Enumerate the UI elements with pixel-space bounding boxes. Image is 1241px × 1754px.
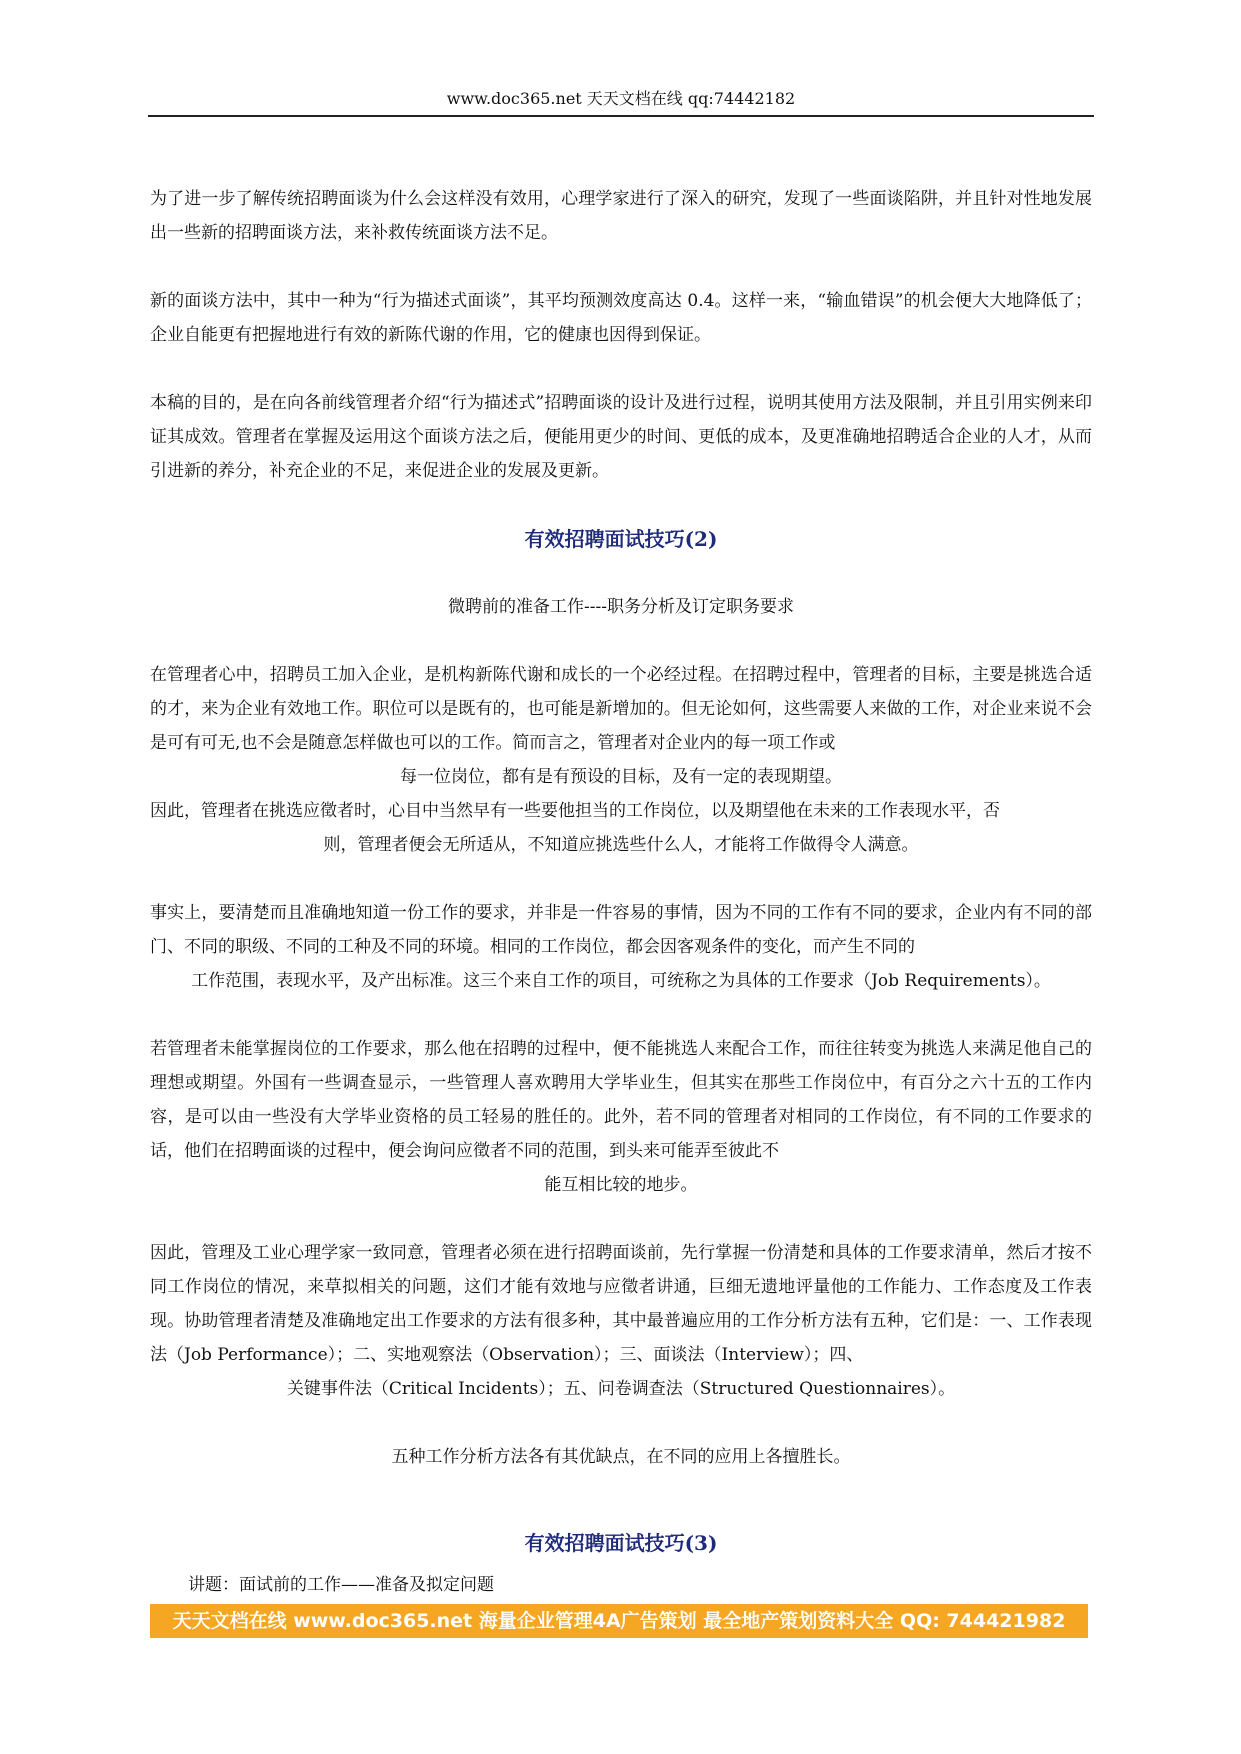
paragraph-expectation-end: 则，管理者便会无所适从，不知道应挑选些什么人，才能将工作做得令人满意。 <box>323 835 919 855</box>
paragraph-new-method: 新的面谈方法中，其中一种为“行为描述式面谈”，其平均预测效度高达 0.4。这样一来，“输血错误”的机会便大大地降低了；企业自能更有把握地进行有效的新陈代谢的作用，它的健康也因得到保证。 <box>150 291 1092 345</box>
section-subtitle-2: 微聘前的准备工作----职务分析及订定职务要求 <box>448 597 794 617</box>
paragraph-analysis-methods: 因此，管理及工业心理学家一致同意，管理者必须在进行招聘面谈前，先行掌握一份清楚和具体的工作要求清单，然后才按不同工作岗位的情况，来草拟相关的问题，这们才能有效地与应徵者讲通，巨细无遗地评量他的工作能力、工作态度及工作表现。协助管理者清楚及准确地定出工作要求的方法有很多种，其中最普遍应用的工作分析方法有五种，它们是：一、工作表现法（Job Performance）；二、实地观察法（Observation）；三、面谈法（Interview）；四、 <box>150 1243 1092 1365</box>
document-body <box>150 182 1092 1602</box>
paragraph-purpose: 本稿的目的，是在向各前线管理者介绍“行为描述式”招聘面谈的设计及进行过程，说明其使用方法及限制，并且引用实例来印证其成效。管理者在掌握及运用这个面谈方法之后，便能用更少的时间、更低的成本，及更准确地招聘适合企业的人才，从而引进新的养分，补充企业的不足，来促进企业的发展及更新。 <box>150 393 1092 481</box>
paragraph-expectation: 因此，管理者在挑选应徵者时，心目中当然早有一些要他担当的工作岗位，以及期望他在未来的工作表现水平，否 <box>150 801 1000 821</box>
paragraph-job-requirements-end: 工作范围，表现水平，及产出标准。这三个来自工作的项目，可统称之为具体的工作要求（Job Requirements）。 <box>191 971 1051 991</box>
page-header: www.doc365.net 天天文档在线 qq:74442182 <box>446 89 796 108</box>
header-rule <box>148 115 1094 117</box>
paragraph-job-requirements: 事实上，要清楚而且准确地知道一份工作的要求，并非是一件容易的事情，因为不同的工作有不同的要求，企业内有不同的部门、不同的职级、不同的工种及不同的环境。相同的工作岗位，都会因客观条件的变化，而产生不同的 <box>150 903 1092 957</box>
section-heading-2: 有效招聘面试技巧(2) <box>524 527 718 551</box>
paragraph-intro: 为了进一步了解传统招聘面谈为什么会这样没有效用，心理学家进行了深入的研究，发现了一些面谈陷阱，并且针对性地发展出一些新的招聘面谈方法，来补救传统面谈方法不足。 <box>150 189 1092 243</box>
section-topic-3: 讲题：面试前的工作——准备及拟定问题 <box>188 1575 494 1595</box>
paragraph-methods-summary: 五种工作分析方法各有其优缺点，在不同的应用上各擅胜长。 <box>391 1447 851 1467</box>
paragraph-recruit-goal-end: 每一位岗位，都有是有预设的目标，及有一定的表现期望。 <box>400 767 842 787</box>
paragraph-survey-end: 能互相比较的地步。 <box>544 1175 698 1195</box>
paragraph-survey: 若管理者未能掌握岗位的工作要求，那么他在招聘的过程中，便不能挑选人来配合工作，而往往转变为挑选人来满足他自己的理想或期望。外国有一些调查显示，一些管理人喜欢聘用大学毕业生，但其实在那些工作岗位中，有百分之六十五的工作内容，是可以由一些没有大学毕业资格的员工轻易的胜任的。此外，若不同的管理者对相同的工作岗位，有不同的工作要求的话，他们在招聘面谈的过程中，便会询问应徵者不同的范围，到头来可能弄至彼此不 <box>150 1039 1092 1161</box>
section-heading-3: 有效招聘面试技巧(3) <box>524 1531 718 1555</box>
footer-banner: 天天文档在线 www.doc365.net 海量企业管理4A广告策划 最全地产策划资料大全 QQ: 744421982 <box>150 1604 1088 1638</box>
paragraph-recruit-goal: 在管理者心中，招聘员工加入企业，是机构新陈代谢和成长的一个必经过程。在招聘过程中，管理者的目标，主要是挑选合适的才，来为企业有效地工作。职位可以是既有的，也可能是新增加的。但无论如何，这些需要人来做的工作，对企业来说不会是可有可无,也不会是随意怎样做也可以的工作。简而言之，管理者对企业内的每一项工作或 <box>150 665 1092 753</box>
paragraph-analysis-methods-end: 关键事件法（Critical Incidents）；五、问卷调查法（Structured Questionnaires）。 <box>286 1379 956 1399</box>
